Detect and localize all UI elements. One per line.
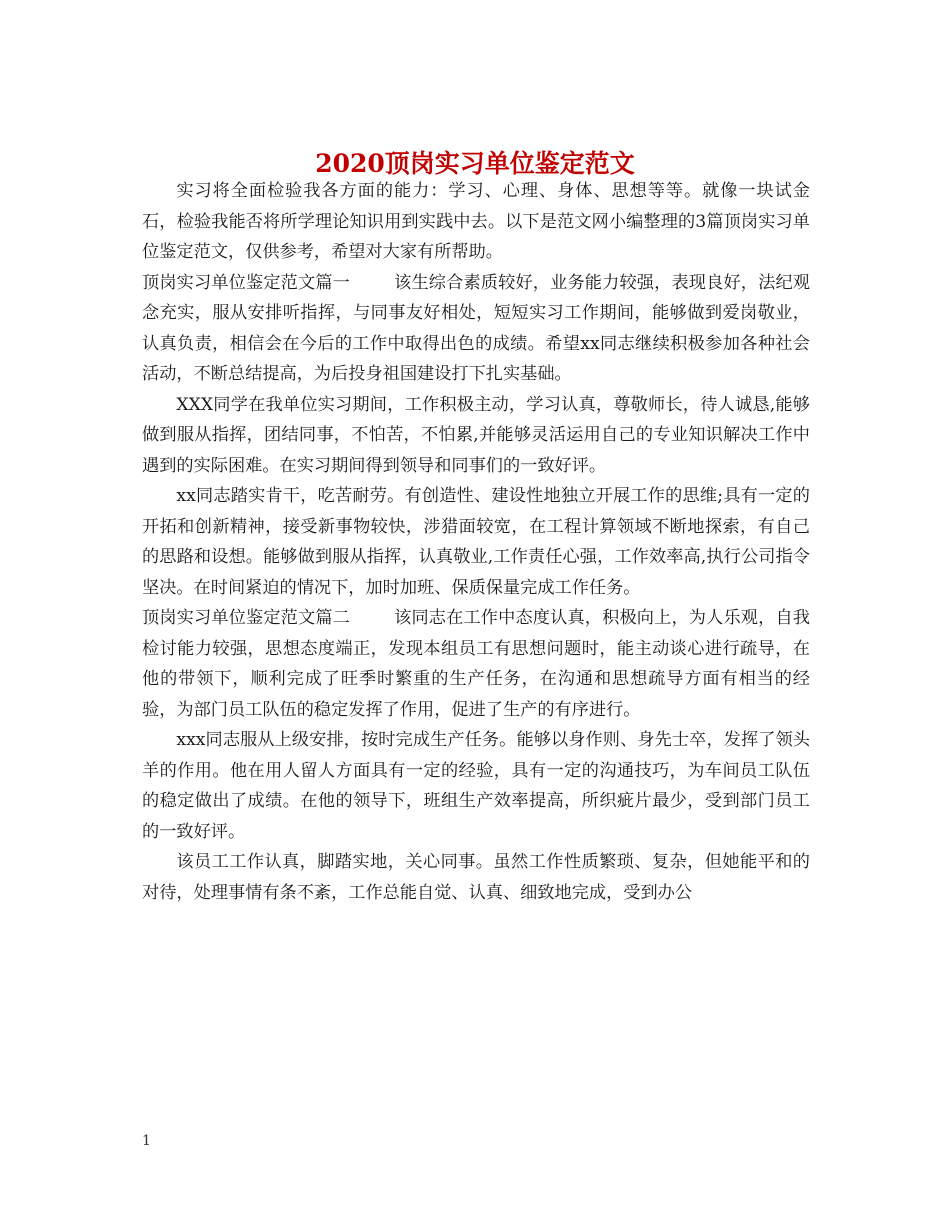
section-one-first-paragraph: 该生综合素质较好，业务能力较强，表现良好，法纪观念充实，服从安排听指挥，与同事友好相处，短短实习工作期间，能够做到爱岗敬业，认真负责，相信会在今后的工作中取得出色的成绩。希望xx同志继续积极参加各种社会活动，不断总结提高，为后投身祖国建设打下扎实基础。	[142, 272, 810, 384]
paragraph-xxx-student: XXX同学在我单位实习期间，工作积极主动，学习认真，尊敬师长，待人诚恳,能够做到服从指挥，团结同事，不怕苦，不怕累,并能够灵活运用自己的专业知识解决工作中遇到的实际困难。在实习期间得到领导和同事们的一致好评。	[142, 394, 810, 476]
intro-paragraph: 实习将全面检验我各方面的能力：学习、心理、身体、思想等等。就像一块试金石，检验我能否将所学理论知识用到实践中去。以下是范文网小编整理的3篇顶岗实习单位鉴定范文，仅供参考，希望对大家有所帮助。	[142, 181, 810, 262]
section-two-title: 顶岗实习单位鉴定范文篇二	[142, 608, 350, 628]
page-title: 2020顶岗实习单位鉴定范文	[315, 148, 635, 178]
paragraph-xx-comrade: xx同志踏实肯干，吃苦耐劳。有创造性、建设性地独立开展工作的思维;具有一定的开拓和创新精神，接受新事物较快，涉猎面较宽，在工程计算领域不断地探索，有自己的思路和设想。能够做到服从指挥，认真敬业,工作责任心强，工作效率高,执行公司指令坚决。在时间紧迫的情况下，加时加班、保质保量完成工作任务。	[142, 486, 810, 598]
section-two	[142, 603, 810, 725]
paragraph-employee: 该员工工作认真，脚踏实地，关心同事。虽然工作性质繁琐、复杂，但她能平和的对待，处理事情有条不紊，工作总能自觉、认真、细致地完成，受到办公	[142, 852, 810, 903]
document-body	[142, 176, 810, 908]
section-one	[142, 268, 810, 390]
section-two-first-paragraph: 该同志在工作中态度认真，积极向上，为人乐观，自我检讨能力较强，思想态度端正，发现本组员工有思想问题时，能主动谈心进行疏导，在他的带领下，顺利完成了旺季时繁重的生产任务，在沟通和思想疏导方面有相当的经验，为部门员工队伍的稳定发挥了作用，促进了生产的有序进行。	[142, 608, 810, 720]
section-one-title: 顶岗实习单位鉴定范文篇一	[142, 272, 350, 293]
paragraph-xxx-comrade: xxx同志服从上级安排，按时完成生产任务。能够以身作则、身先士卒，发挥了领头羊的作用。他在用人留人方面具有一定的经验，具有一定的沟通技巧，为车间员工队伍的稳定做出了成绩。在他的领导下，班组生产效率提高，所织疵片最少，受到部门员工的一致好评。	[142, 730, 810, 842]
page-number: 1	[142, 1133, 151, 1149]
